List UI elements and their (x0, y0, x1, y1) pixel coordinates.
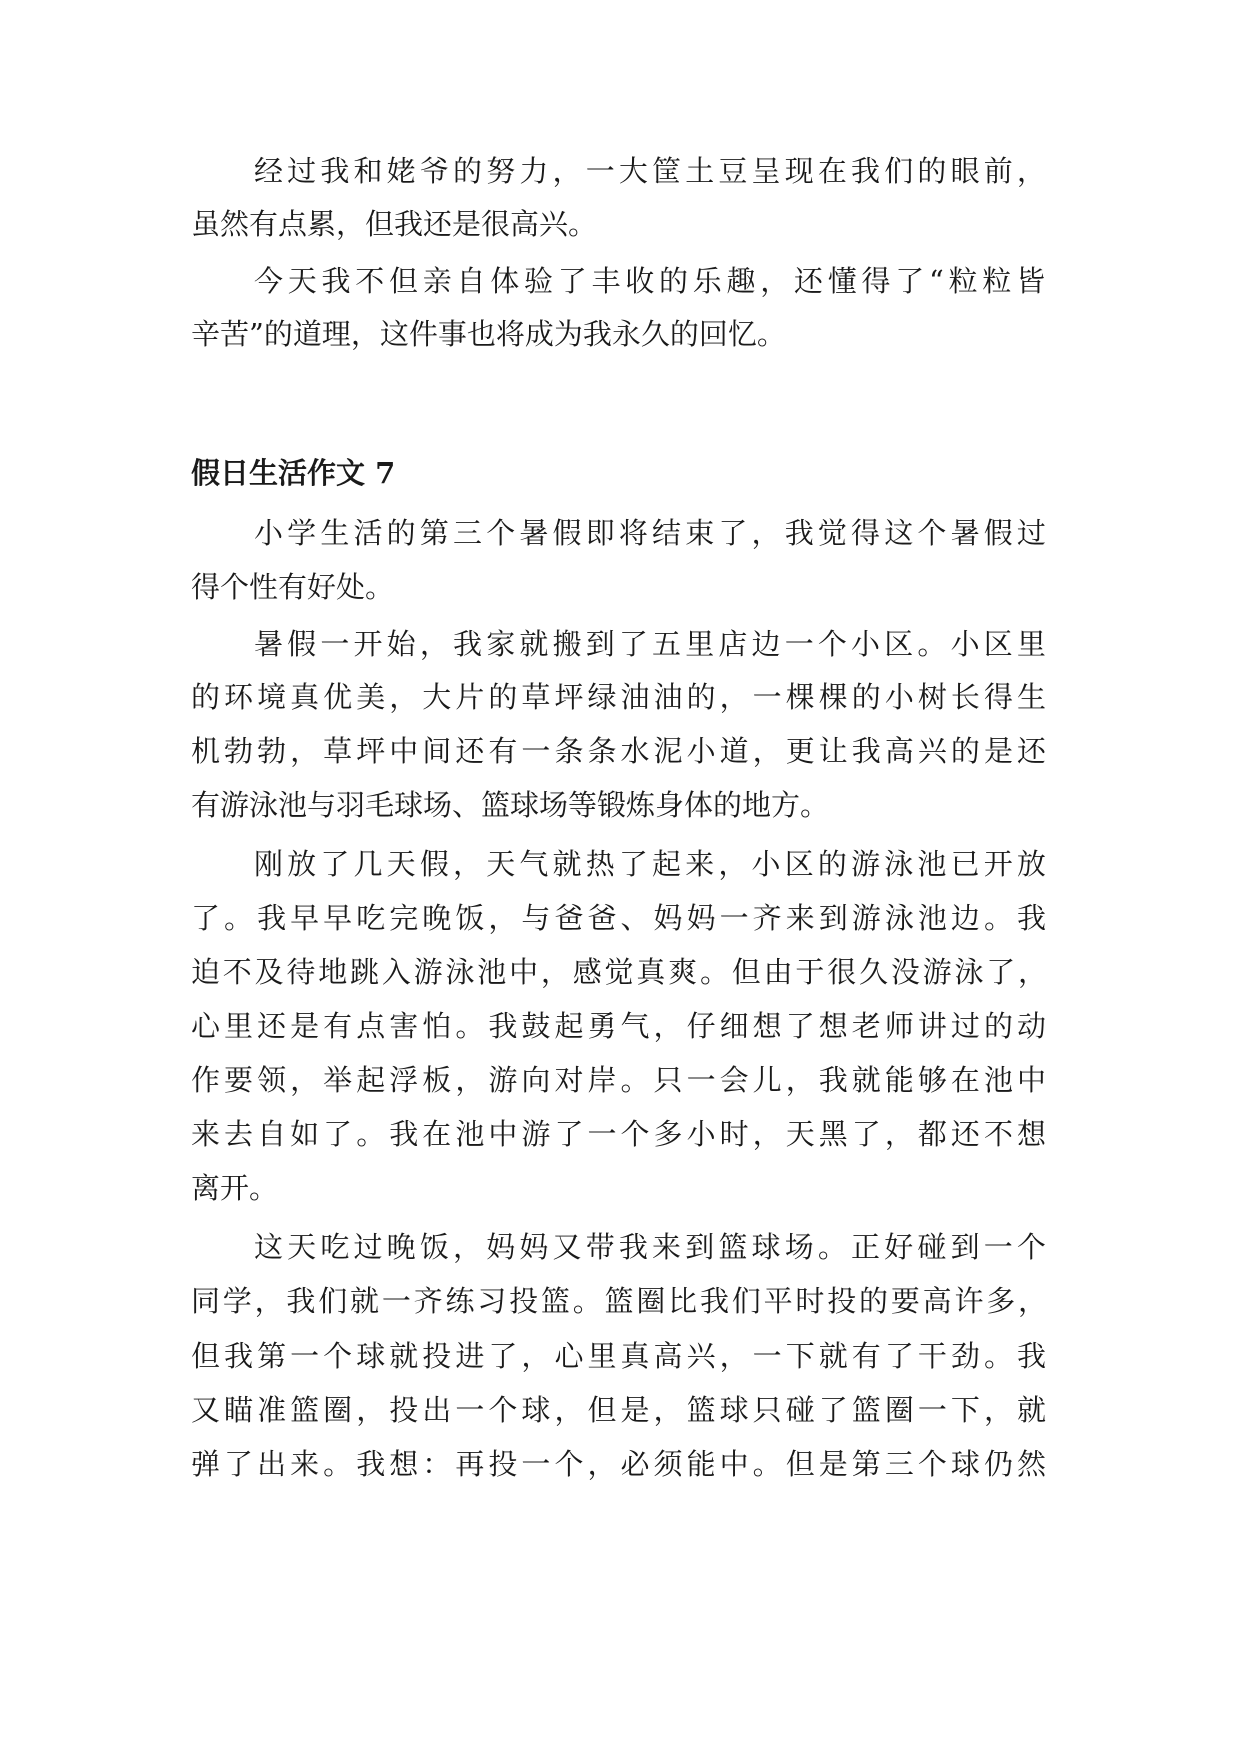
text-line: 作要领，举起浮板，游向对岸。只一会儿，我就能够在池中 (191, 1063, 1051, 1097)
text-line: 弹了出来。我想：再投一个，必须能中。但是第三个球仍然 (191, 1447, 1051, 1481)
text-line: 来去自如了。我在池中游了一个多小时，天黑了，都还不想 (191, 1117, 1051, 1151)
text-line: 得个性有好处。 (191, 570, 395, 604)
text-line: 心里还是有点害怕。我鼓起勇气，仔细想了想老师讲过的动 (191, 1009, 1051, 1043)
text-line: 虽然有点累，但我还是很高兴。 (191, 207, 598, 241)
text-line: 有游泳池与羽毛球场、篮球场等锻炼身体的地方。 (191, 788, 830, 822)
text-line: 这天吃过晚饭，妈妈又带我来到篮球场。正好碰到一个 (254, 1230, 1051, 1264)
section-heading: 假日生活作文 7 (191, 456, 396, 490)
text-line: 但我第一个球就投进了，心里真高兴，一下就有了干劲。我 (191, 1339, 1051, 1373)
text-line: 经过我和姥爷的努力，一大筐土豆呈现在我们的眼前， (254, 154, 1051, 188)
text-line: 今天我不但亲自体验了丰收的乐趣，还懂得了“粒粒皆 (254, 264, 1050, 298)
text-line: 的环境真优美，大片的草坪绿油油的，一棵棵的小树长得生 (191, 680, 1051, 714)
text-line: 离开。 (191, 1171, 279, 1205)
text-line: 迫不及待地跳入游泳池中，感觉真爽。但由于很久没游泳了， (191, 955, 1050, 989)
text-line: 又瞄准篮圈，投出一个球，但是，篮球只碰了篮圈一下，就 (191, 1393, 1051, 1427)
text-line: 小学生活的第三个暑假即将结束了，我觉得这个暑假过 (254, 516, 1051, 550)
text-line: 机勃勃，草坪中间还有一条条水泥小道，更让我高兴的是还 (191, 734, 1051, 768)
text-line: 了。我早早吃完晚饭，与爸爸、妈妈一齐来到游泳池边。我 (191, 901, 1051, 935)
text-line: 同学，我们就一齐练习投篮。篮圈比我们平时投的要高许多， (191, 1284, 1050, 1318)
text-line: 辛苦”的道理，这件事也将成为我永久的回忆。 (191, 317, 786, 351)
text-line: 暑假一开始，我家就搬到了五里店边一个小区。小区里 (254, 627, 1051, 661)
text-line: 刚放了几天假，天气就热了起来，小区的游泳池已开放 (254, 847, 1051, 881)
